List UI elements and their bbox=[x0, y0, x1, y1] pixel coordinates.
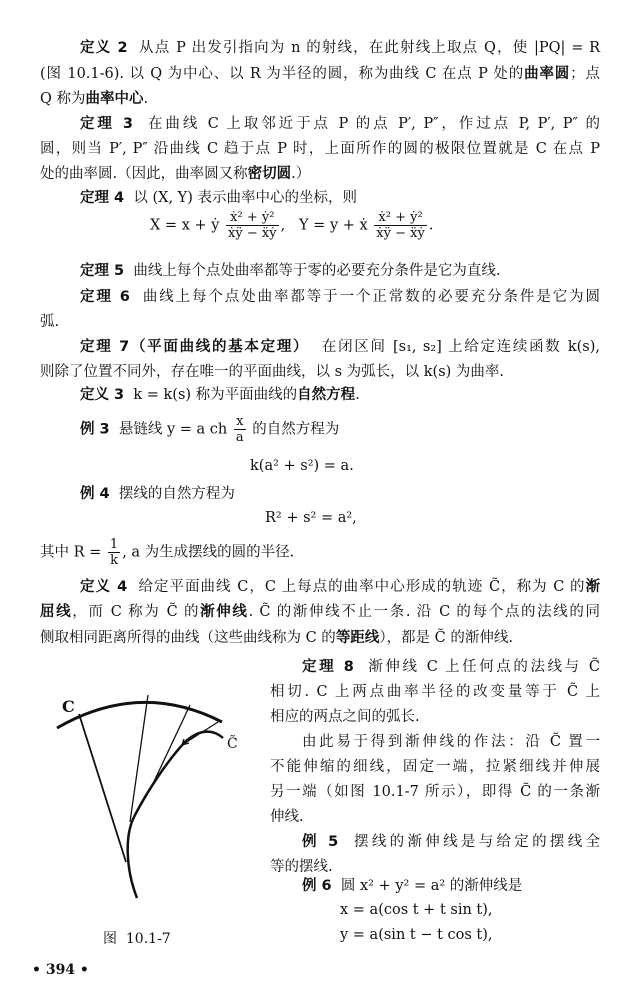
denominator: a bbox=[235, 430, 244, 445]
denominator: k bbox=[110, 553, 118, 568]
numerator: ẋ² + ẏ² bbox=[374, 210, 427, 226]
bold-term: 密切圆 bbox=[247, 166, 292, 182]
text-span: 曲线上每个点处曲率都等于零的必要充分条件是它为直线. bbox=[124, 263, 501, 279]
text-span: 在曲线 C 上取邻近于点 P 的点 P′, P″，作过点 P, P′, P″ 的 bbox=[132, 116, 600, 132]
text-span: ，而 C 称为 C̃ 的 bbox=[72, 604, 201, 620]
text-span: Q 称为 bbox=[40, 91, 86, 107]
bold-term: 渐伸线 bbox=[200, 604, 249, 620]
bold-term: 定理 4 bbox=[80, 190, 125, 206]
normal-line bbox=[79, 714, 126, 862]
bold-term: 自然方程 bbox=[297, 387, 356, 403]
curve-c-label: C bbox=[62, 697, 75, 716]
text-span: k = k(s) 称为平面曲线的 bbox=[124, 387, 298, 403]
text-span: . bbox=[428, 217, 434, 234]
numerator: 1 bbox=[109, 537, 119, 552]
text-span: x = a(cos t + t sin t), bbox=[340, 902, 493, 918]
text-span: 不能伸缩的细线，固定一端，拉紧细线并伸展 bbox=[270, 759, 600, 775]
text-span: 渐伸线 C 上任何点的法线与 C̃ bbox=[353, 659, 601, 675]
text-span: . bbox=[143, 91, 149, 107]
text-span: 则除了位置不同外，存在唯一的平面曲线，以 s 为弧长，以 k(s) 为曲率. bbox=[40, 364, 505, 380]
bold-term: 定义 2 bbox=[80, 40, 128, 56]
figure-caption: 图 10.1-7 bbox=[103, 931, 171, 947]
text-span: 相切. C 上两点曲率半径的改变量等于 C̃ 上 bbox=[270, 684, 600, 700]
denominator: ẋÿ − ẍẏ bbox=[376, 226, 425, 241]
text-span: 侧取相同距离所得的曲线（这些曲线称为 C 的 bbox=[40, 630, 336, 646]
text-span: 其中 R = bbox=[40, 544, 106, 561]
denominator: ẋÿ − ẍẏ bbox=[228, 226, 277, 241]
text-span: . C̃ 的渐伸线不止一条. 沿 C 的每个点的法线的同 bbox=[248, 604, 601, 620]
bold-term: 渐 bbox=[585, 579, 601, 595]
text-span: 以 (X, Y) 表示曲率中心的坐标，则 bbox=[124, 190, 358, 206]
text-span: 给定平面曲线 C，C 上每点的曲率中心形成的轨迹 C̃，称为 C 的 bbox=[127, 579, 586, 595]
text-span: 由此易于得到渐伸线的作法：沿 C̃ 置一 bbox=[302, 734, 600, 750]
text-span: . bbox=[355, 387, 360, 403]
text-span: , Y = y + ẋ bbox=[280, 217, 373, 234]
text-span: R² + s² = a², bbox=[265, 510, 357, 526]
page-number: • 394 • bbox=[32, 962, 89, 978]
bold-term: 曲率圆 bbox=[524, 66, 571, 82]
text-span: 曲线上每个点处曲率都等于一个正常数的必要充分条件是它为圆 bbox=[129, 289, 600, 305]
evolute-label: C̃ bbox=[227, 736, 238, 752]
text-span: 另一端（如图 10.1-7 所示），即得 C̃ 的一条渐 bbox=[270, 784, 600, 800]
text-span: y = a(sin t − t cos t), bbox=[340, 927, 493, 943]
text-span: 的自然方程为 bbox=[247, 421, 340, 438]
text-span: 处的曲率圆.（因此，曲率圆又称 bbox=[40, 166, 248, 182]
text-span: 摆线的自然方程为 bbox=[109, 486, 235, 502]
text-span: 等的摆线. bbox=[270, 859, 333, 875]
evolute-curve bbox=[128, 732, 223, 898]
bold-term: 等距线 bbox=[335, 630, 380, 646]
text-span: 从点 P 出发引指向为 n 的射线，在此射线上取点 Q，使 |PQ| = R bbox=[127, 40, 601, 56]
text-span: 圆 x² + y² = a² 的渐伸线是 bbox=[331, 878, 523, 894]
bold-term: 例 4 bbox=[80, 486, 110, 502]
bold-term: 定理 6 bbox=[80, 289, 130, 305]
bold-term: 定义 3 bbox=[80, 387, 125, 403]
text-span: 悬链线 y = a ch bbox=[109, 421, 232, 438]
text-span: ；点 bbox=[570, 66, 600, 82]
text-span: .） bbox=[291, 166, 311, 182]
bold-term: 定理 8 bbox=[302, 659, 354, 675]
text-span: , a 为生成摆线的圆的半径. bbox=[122, 544, 295, 561]
bold-term: 屈线 bbox=[40, 604, 73, 620]
text-span: ），都是 C̃ 的渐伸线. bbox=[379, 630, 513, 646]
text-span: (图 10.1-6). 以 Q 为中心、以 R 为半径的圆，称为曲线 C 在点 P 处的 bbox=[40, 66, 525, 82]
numerator: x bbox=[234, 414, 246, 430]
text-span: 在闭区间 [s₁, s₂] 上给定连续函数 k(s), bbox=[309, 339, 600, 355]
normal-line bbox=[150, 705, 190, 790]
text-span: 摆线的渐伸线是与给定的摆线全 bbox=[338, 834, 601, 850]
text-span: 伸线. bbox=[270, 809, 304, 825]
bold-term: 例 6 bbox=[302, 878, 332, 894]
numerator: ẋ² + ẏ² bbox=[226, 210, 279, 226]
bold-term: 例 3 bbox=[80, 421, 110, 438]
text-span: X = x + ẏ bbox=[150, 217, 225, 234]
text-span: k(a² + s²) = a. bbox=[250, 458, 354, 474]
text-span: 圆，则当 P′, P″ 沿曲线 C 趋于点 P 时，上面所作的圆的极限位置就是 C 在点 P bbox=[40, 141, 600, 157]
text-span: 弧. bbox=[40, 314, 60, 330]
bold-term: 曲率中心 bbox=[85, 91, 144, 107]
bold-term: 定义 4 bbox=[80, 579, 128, 595]
bold-term: 定理 5 bbox=[80, 263, 125, 279]
bold-term: 定理 7（平面曲线的基本定理） bbox=[80, 339, 310, 355]
bold-term: 例 5 bbox=[302, 834, 339, 850]
normal-line bbox=[130, 695, 148, 822]
text-span: 相应的两点之间的弧长. bbox=[270, 709, 420, 725]
bold-term: 定理 3 bbox=[80, 116, 133, 132]
